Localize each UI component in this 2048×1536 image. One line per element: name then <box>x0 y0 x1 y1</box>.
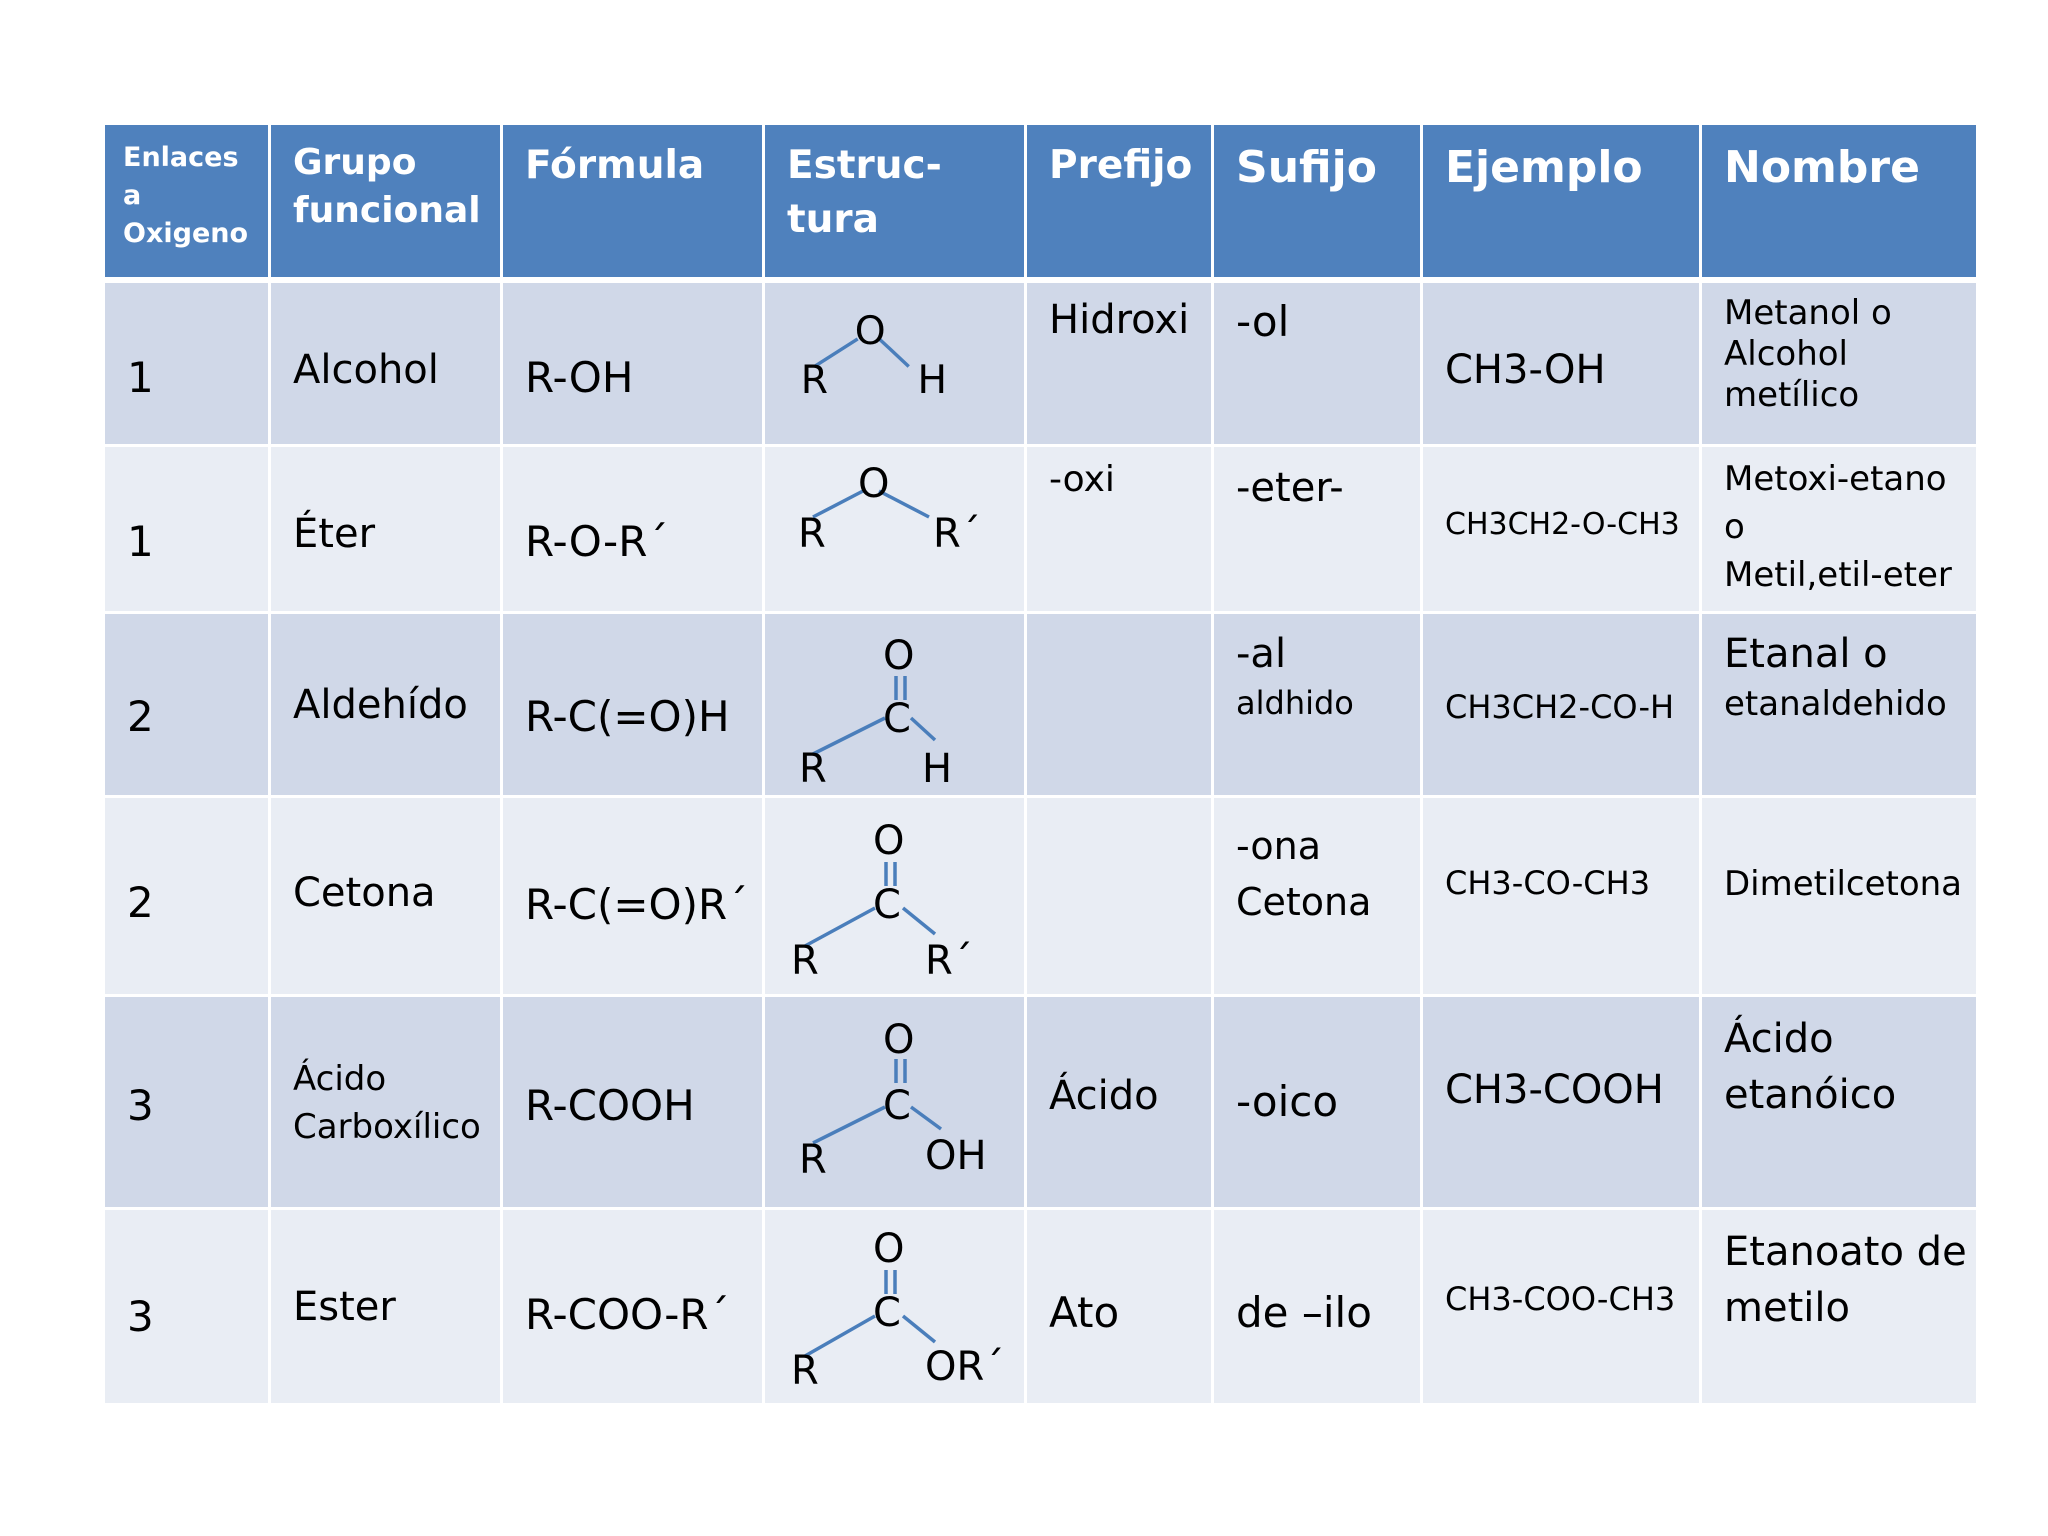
row1-enlaces-value: 1 <box>127 353 154 402</box>
row3-sufijo <box>1214 614 1420 795</box>
row5-nombre <box>1702 997 1976 1207</box>
row1-prefijo-value: Hidroxi <box>1049 297 1190 343</box>
row3-estructura <box>765 614 1024 795</box>
header-prefijo <box>1027 125 1211 277</box>
row6-prefijo <box>1027 1210 1211 1403</box>
row3-formula-value: R-C(=O)H <box>525 692 730 741</box>
row4-sufijo <box>1214 798 1420 994</box>
row6-formula <box>503 1210 762 1403</box>
row5-estructura <box>765 997 1024 1207</box>
row1-grupo <box>271 280 500 444</box>
row1-ejemplo-value: CH3-OH <box>1445 347 1606 393</box>
row5-nombre-line2: etanóico <box>1724 1072 1897 1118</box>
row5-sufijo <box>1214 997 1420 1207</box>
row2-prefijo-value: -oxi <box>1049 459 1115 500</box>
row1-formula <box>503 280 762 444</box>
header-grupo-line1: Grupo <box>293 142 417 183</box>
row6-nombre-line2: metilo <box>1724 1285 1850 1331</box>
row1-estructura <box>765 280 1024 444</box>
row1-formula-value: R-OH <box>525 353 634 402</box>
cetona-bond-c-r2 <box>903 908 935 934</box>
row3-prefijo <box>1027 614 1211 795</box>
row3-nombre-value <box>1724 630 1947 725</box>
row1-nombre-value <box>1724 293 1892 415</box>
row4-grupo-value: Cetona <box>293 870 436 916</box>
row3-ejemplo <box>1423 614 1699 795</box>
row2-enlaces <box>105 447 268 611</box>
row5-sufijo-value: -oico <box>1236 1077 1339 1126</box>
row5-nombre-value <box>1724 1011 1896 1123</box>
row5-ejemplo <box>1423 997 1699 1207</box>
row5-enlaces <box>105 997 268 1207</box>
row2-ejemplo <box>1423 447 1699 611</box>
ester-atom-or: OR´ <box>925 1344 1005 1390</box>
aldehido-atom-c: C <box>883 696 911 742</box>
row2-nombre-line1: Metoxi-etano <box>1724 459 1947 499</box>
row5-enlaces-value: 3 <box>127 1081 154 1130</box>
row5-prefijo-value: Ácido <box>1049 1073 1159 1119</box>
row1-sufijo-value: -ol <box>1236 297 1290 346</box>
row2-formula-value: R-O-R´ <box>525 517 669 566</box>
acido-atom-r: R <box>799 1137 827 1183</box>
header-enlaces-line1: Enlaces a <box>123 142 239 211</box>
row5-nombre-line1: Ácido <box>1724 1016 1834 1062</box>
alcohol-atom-o: O <box>854 308 886 354</box>
row2-prefijo <box>1027 447 1211 611</box>
row1-enlaces <box>105 280 268 444</box>
row5-grupo-line1: Ácido <box>293 1059 387 1099</box>
row2-nombre-line3: Metil,etil-eter <box>1724 555 1952 595</box>
row2-sufijo <box>1214 447 1420 611</box>
header-formula-label: Fórmula <box>525 143 705 188</box>
row1-nombre-line1: Metanol o <box>1724 293 1892 333</box>
row4-estructura <box>765 798 1024 994</box>
row3-nombre-line2: etanaldehido <box>1724 684 1947 724</box>
row3-sufijo-line1: -al <box>1236 631 1287 677</box>
eter-structure-diagram <box>765 447 1024 611</box>
header-grupo-line2: funcional <box>293 190 481 231</box>
row6-sufijo <box>1214 1210 1420 1403</box>
row4-grupo <box>271 798 500 994</box>
row3-ejemplo-value: CH3CH2-CO-H <box>1445 688 1675 726</box>
aldehido-atom-r: R <box>799 746 827 792</box>
row4-sufijo-value <box>1236 818 1371 930</box>
row3-sufijo-line2: aldhido <box>1236 684 1354 722</box>
header-nombre-label: Nombre <box>1724 142 1920 193</box>
row6-estructura <box>765 1210 1024 1403</box>
eter-atom-r: R <box>798 511 826 557</box>
row2-estructura <box>765 447 1024 611</box>
aldehido-atom-o: O <box>883 633 915 679</box>
row3-nombre-line1: Etanal o <box>1724 631 1888 677</box>
acido-atom-o: O <box>883 1017 915 1063</box>
row3-nombre <box>1702 614 1976 795</box>
header-enlaces-line2: Oxigeno <box>123 218 249 249</box>
row6-ejemplo-value: CH3-COO-CH3 <box>1445 1280 1676 1318</box>
header-sufijo-label: Sufijo <box>1236 142 1377 193</box>
row6-enlaces <box>105 1210 268 1403</box>
header-estructura-line1: Estruc- <box>787 143 942 188</box>
eter-atom-r2: R´ <box>933 511 981 557</box>
row3-sufijo-value <box>1236 630 1354 722</box>
header-estructura-line2: tura <box>787 197 879 242</box>
ester-atom-r: R <box>791 1348 819 1394</box>
row4-sufijo-line2: Cetona <box>1236 880 1372 924</box>
row1-nombre-line2: Alcohol <box>1724 333 1848 374</box>
row1-nombre <box>1702 280 1976 444</box>
alcohol-atom-h: H <box>917 357 948 403</box>
alcohol-structure-diagram <box>765 283 1024 444</box>
row2-sufijo-value: -eter- <box>1236 465 1344 511</box>
row4-enlaces <box>105 798 268 994</box>
row3-enlaces-value: 2 <box>127 692 154 741</box>
row3-grupo-value: Aldehído <box>293 682 468 728</box>
row3-grupo <box>271 614 500 795</box>
ester-atom-c: C <box>873 1290 901 1336</box>
eter-atom-o: O <box>858 461 890 507</box>
row1-ejemplo <box>1423 280 1699 444</box>
row6-nombre-line1: Etanoato de <box>1724 1229 1967 1275</box>
cetona-atom-c: C <box>873 882 901 928</box>
cetona-atom-r: R <box>791 938 819 984</box>
row6-enlaces-value: 3 <box>127 1292 154 1341</box>
row4-formula <box>503 798 762 994</box>
row1-sufijo <box>1214 280 1420 444</box>
header-sufijo <box>1214 125 1420 277</box>
aldehido-bond-c-h <box>911 718 935 740</box>
acido-atom-c: C <box>883 1083 911 1129</box>
row4-ejemplo <box>1423 798 1699 994</box>
row6-prefijo-value: Ato <box>1049 1288 1120 1337</box>
row5-grupo-value <box>293 1055 481 1151</box>
header-grupo <box>271 125 500 277</box>
functional-groups-table <box>105 125 1967 1403</box>
row5-grupo <box>271 997 500 1207</box>
row4-nombre <box>1702 798 1976 994</box>
ester-bond-c-or <box>903 1316 935 1342</box>
row1-prefijo <box>1027 280 1211 444</box>
row3-enlaces <box>105 614 268 795</box>
row2-nombre-value <box>1724 455 1952 599</box>
header-prefijo-label: Prefijo <box>1049 143 1193 188</box>
row6-grupo-value: Ester <box>293 1284 396 1330</box>
row2-grupo <box>271 447 500 611</box>
row4-sufijo-line1: -ona <box>1236 824 1322 868</box>
row6-nombre-value <box>1724 1224 1967 1336</box>
row5-formula-value: R-COOH <box>525 1081 695 1130</box>
ester-structure-diagram <box>765 1210 1024 1403</box>
row6-formula-value: R-COO-R´ <box>525 1290 730 1339</box>
row2-grupo-value: Éter <box>293 511 376 557</box>
ester-atom-o: O <box>873 1226 905 1272</box>
acido-structure-diagram <box>765 997 1024 1207</box>
row4-enlaces-value: 2 <box>127 878 154 927</box>
alcohol-atom-r: R <box>800 357 829 403</box>
row4-ejemplo-value: CH3-CO-CH3 <box>1445 864 1651 902</box>
cetona-structure-diagram <box>765 798 1024 994</box>
acido-atom-oh: OH <box>925 1133 987 1179</box>
row5-grupo-line2: Carboxílico <box>293 1107 481 1147</box>
row6-sufijo-value: de –ilo <box>1236 1288 1372 1337</box>
row5-ejemplo-value: CH3-COOH <box>1445 1067 1664 1113</box>
row6-grupo <box>271 1210 500 1403</box>
cetona-atom-r2: R´ <box>925 938 973 984</box>
cetona-atom-o: O <box>873 818 905 864</box>
row1-grupo-value: Alcohol <box>293 347 439 393</box>
aldehido-structure-diagram <box>765 614 1024 795</box>
acido-bond-c-oh <box>911 1107 941 1129</box>
row4-prefijo <box>1027 798 1211 994</box>
row5-prefijo <box>1027 997 1211 1207</box>
header-enlaces <box>105 125 268 277</box>
row2-formula <box>503 447 762 611</box>
aldehido-atom-h: H <box>922 746 953 792</box>
header-ejemplo <box>1423 125 1699 277</box>
row6-nombre <box>1702 1210 1976 1403</box>
header-formula <box>503 125 762 277</box>
header-nombre <box>1702 125 1976 277</box>
row2-enlaces-value: 1 <box>127 517 154 566</box>
row6-ejemplo <box>1423 1210 1699 1403</box>
row5-formula <box>503 997 762 1207</box>
row2-nombre <box>1702 447 1976 611</box>
row3-formula <box>503 614 762 795</box>
row4-formula-value: R-C(=O)R´ <box>525 880 749 929</box>
row2-nombre-line2: o <box>1724 507 1745 547</box>
row4-nombre-value: Dimetilcetona <box>1724 864 1963 904</box>
row1-nombre-line3: metílico <box>1724 374 1860 415</box>
header-ejemplo-label: Ejemplo <box>1445 142 1643 193</box>
header-estructura <box>765 125 1024 277</box>
row2-ejemplo-value: CH3CH2-O-CH3 <box>1445 507 1680 542</box>
